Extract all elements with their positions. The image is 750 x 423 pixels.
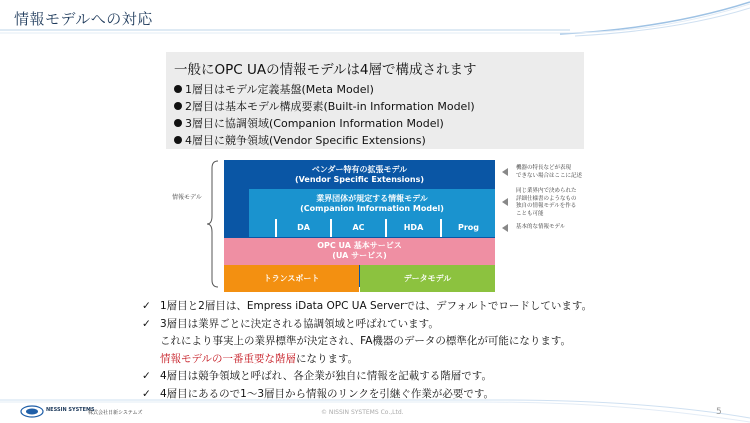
summary-headline: 一般にOPC UAの情報モデルは4層で構成されます <box>174 62 477 78</box>
checkmark-icon: ✓ <box>142 317 151 330</box>
ua-layer-title: OPC UA 基本サービス <box>317 241 402 250</box>
highlight-text: 情報モデルの一番重要な階層 <box>160 352 296 365</box>
copyright: © NISSIN SYSTEMS Co.,Ltd. <box>321 409 404 416</box>
summary-item <box>174 132 584 149</box>
bullet-continuation <box>142 333 592 351</box>
note-line: 独自の情報モデルを作る <box>516 203 577 209</box>
transport-layer <box>224 265 359 292</box>
datamodel-layer-label: データモデル <box>403 274 452 283</box>
companion-layer-subtitle: (Companion Information Model) <box>300 204 444 213</box>
bullet-item <box>142 368 592 386</box>
bullet-list <box>142 298 592 403</box>
datamodel-layer <box>360 265 495 292</box>
bullet-text: これにより事実上の業界標準が決定され、FA機器のデータの標準化が可能になります。 <box>160 335 572 347</box>
summary-box <box>166 52 584 149</box>
bullet-text: 4層目は競争領域と呼ばれ、各企業が独自に情報を記載する階層です。 <box>160 370 492 382</box>
sub-model-hda: HDA <box>385 219 440 237</box>
sub-model-da: DA <box>275 219 330 237</box>
pointer-left-icon <box>502 224 508 232</box>
bullet-dot-icon <box>174 119 182 127</box>
bullet-text: 4層目にあるので1～3層目から情報のリンクを引継ぐ作業が必要です。 <box>160 387 494 400</box>
bullet-item <box>142 298 592 316</box>
pointer-left-icon <box>502 198 508 206</box>
summary-item <box>174 98 584 115</box>
checkmark-icon: ✓ <box>142 387 151 400</box>
bullet-dot-icon <box>174 102 182 110</box>
bullet-continuation <box>142 351 592 369</box>
summary-item <box>174 115 584 132</box>
checkmark-icon: ✓ <box>142 370 151 382</box>
note-line: 詳細仕様書のようなもの <box>516 195 577 202</box>
ua-service-layer <box>224 238 495 265</box>
vendor-layer-subtitle: (Vendor Specific Extensions) <box>294 175 425 184</box>
page-title: 情報モデルへの対応 <box>14 10 153 28</box>
checkmark-icon: ✓ <box>142 300 151 312</box>
companion-layer-title: 業界団体が規定する情報モデル <box>316 194 428 203</box>
transport-layer-label: トランスポート <box>263 274 320 283</box>
bullet-item <box>142 316 592 334</box>
logo-text: NESSIN SYSTEMS <box>46 407 95 413</box>
summary-item-text: 4層目に競争領域(Vendor Specific Extensions) <box>185 134 426 147</box>
note-line: 基本的な情報モデル <box>516 224 566 230</box>
summary-item-text: 2層目は基本モデル構成要素(Built-in Information Model) <box>185 100 475 113</box>
vendor-layer-title: ベンダー特有の拡張モデル <box>311 165 408 174</box>
summary-item-text: 3層目に協調領域(Companion Information Model) <box>185 117 444 130</box>
note-line: 機器の特長などが表現 <box>516 165 572 171</box>
sub-model-prog: Prog <box>440 219 495 237</box>
bullet-text: になります。 <box>295 352 359 365</box>
ua-layer-subtitle: (UA サービス) <box>332 251 387 260</box>
bullet-dot-icon <box>174 85 182 93</box>
bullet-text: 3層目は業界ごとに決定される協調領域と呼ばれています。 <box>160 317 439 330</box>
summary-item <box>174 81 584 98</box>
note-basic <box>516 224 565 232</box>
note-line: できない場合はここに記述 <box>516 172 583 179</box>
info-model-side-label: 情報モデル <box>172 194 202 201</box>
pointer-left-icon <box>502 168 508 176</box>
summary-item-text: 1層目はモデル定義基盤(Meta Model) <box>185 83 374 96</box>
bullet-dot-icon <box>174 136 182 144</box>
company-logo-icon <box>20 405 44 418</box>
note-companion <box>516 188 577 218</box>
note-vendor <box>516 165 582 180</box>
brace-icon <box>206 160 220 288</box>
page-number: 5 <box>716 407 722 417</box>
sub-model-ac: AC <box>330 219 385 237</box>
note-line: ことも可能 <box>516 210 544 217</box>
bullet-text: 1層目と2層目は、Empress iData OPC UA Serverでは、デフォルトでロードしています。 <box>160 300 593 312</box>
note-line: 同じ業界内で決められた <box>516 188 577 194</box>
company-name: 株式会社日新システムズ <box>88 410 143 416</box>
